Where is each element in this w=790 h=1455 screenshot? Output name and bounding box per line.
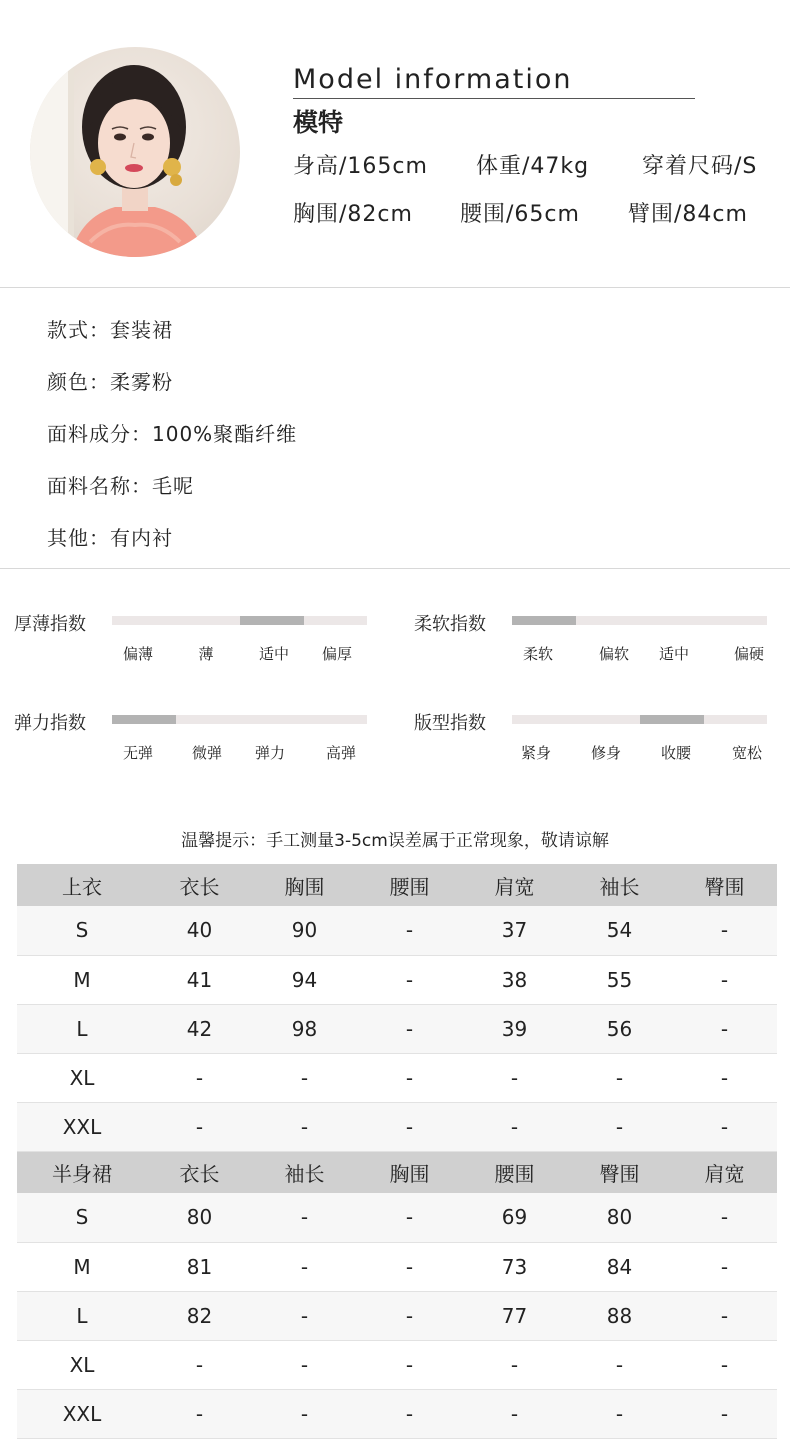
- table-cell: -: [252, 1242, 357, 1291]
- table-cell: -: [567, 1340, 672, 1389]
- header-cell: 腰围: [462, 1151, 567, 1193]
- softness-option: 柔软: [522, 645, 554, 663]
- table-cell: -: [357, 1004, 462, 1053]
- table-cell: -: [357, 1340, 462, 1389]
- table-cell: 80: [147, 1193, 252, 1242]
- table-cell: -: [357, 1102, 462, 1151]
- table-cell: -: [672, 1004, 777, 1053]
- header-cell: 臀围: [567, 1151, 672, 1193]
- model-waist: 腰围/65cm: [460, 202, 580, 227]
- table-cell: L: [17, 1291, 147, 1340]
- table-cell: 56: [567, 1004, 672, 1053]
- table-cell: -: [672, 1291, 777, 1340]
- table-cell: 94: [252, 955, 357, 1004]
- table-row: [17, 1053, 777, 1102]
- table-cell: -: [147, 1102, 252, 1151]
- header-cell: 胸围: [357, 1151, 462, 1193]
- model-avatar: [30, 47, 240, 257]
- fit-option: 宽松: [731, 744, 763, 762]
- table-cell: L: [17, 1004, 147, 1053]
- table-cell: 37: [462, 906, 567, 955]
- header-cell: 肩宽: [462, 864, 567, 906]
- table-header-row: [17, 864, 777, 906]
- table-cell: -: [147, 1053, 252, 1102]
- product-other: 其他：有内衬: [47, 526, 173, 550]
- elasticity-index-label: 弹力指数: [14, 713, 86, 734]
- table-cell: -: [567, 1102, 672, 1151]
- header-cell: 腰围: [357, 864, 462, 906]
- table-cell: -: [357, 1193, 462, 1242]
- table-cell: -: [672, 1340, 777, 1389]
- table-cell: -: [252, 1291, 357, 1340]
- table-cell: -: [357, 955, 462, 1004]
- fit-option: 修身: [590, 744, 622, 762]
- table-row: [17, 1242, 777, 1291]
- table-cell: -: [357, 906, 462, 955]
- table-cell: S: [17, 906, 147, 955]
- table-header-row: [17, 1151, 777, 1193]
- table-cell: -: [672, 1389, 777, 1438]
- table-cell: -: [672, 1242, 777, 1291]
- thickness-option: 薄: [198, 645, 214, 663]
- table-row: [17, 1102, 777, 1151]
- fit-index-label: 版型指数: [414, 713, 486, 734]
- header-cell: 半身裙: [17, 1151, 147, 1193]
- table-cell: XXL: [17, 1389, 147, 1438]
- model-bust: 胸围/82cm: [293, 202, 413, 227]
- table-cell: S: [17, 1193, 147, 1242]
- table-cell: -: [357, 1291, 462, 1340]
- table-cell: -: [252, 1389, 357, 1438]
- table-cell: -: [252, 1053, 357, 1102]
- section-divider: [0, 287, 790, 288]
- softness-index-bar: [512, 616, 767, 625]
- table-cell: -: [357, 1242, 462, 1291]
- product-color: 颜色：柔雾粉: [47, 370, 173, 394]
- table-cell: 55: [567, 955, 672, 1004]
- header-cell: 衣长: [147, 864, 252, 906]
- fit-index-bar: [512, 715, 767, 724]
- header-cell: 胸围: [252, 864, 357, 906]
- model-size: 穿着尺码/S: [642, 154, 758, 179]
- table-cell: -: [672, 906, 777, 955]
- table-cell: 88: [567, 1291, 672, 1340]
- header-cell: 袖长: [567, 864, 672, 906]
- model-hip: 臂围/84cm: [628, 202, 748, 227]
- elasticity-option: 无弹: [122, 744, 154, 762]
- model-info-subtitle: 模特: [293, 108, 344, 137]
- product-style: 款式：套装裙: [47, 318, 173, 342]
- model-section: [0, 0, 790, 287]
- table-cell: M: [17, 955, 147, 1004]
- header-cell: 臀围: [672, 864, 777, 906]
- section-divider: [0, 568, 790, 569]
- table-cell: 81: [147, 1242, 252, 1291]
- softness-index-label: 柔软指数: [414, 614, 486, 635]
- table-cell: XL: [17, 1340, 147, 1389]
- table-cell: -: [357, 1053, 462, 1102]
- table-cell: -: [672, 1193, 777, 1242]
- size-table: [17, 864, 777, 1439]
- header-cell: 衣长: [147, 1151, 252, 1193]
- table-cell: 90: [252, 906, 357, 955]
- thickness-option: 偏薄: [122, 645, 154, 663]
- softness-index-marker: [512, 616, 576, 625]
- table-cell: -: [252, 1340, 357, 1389]
- table-cell: -: [252, 1193, 357, 1242]
- model-weight: 体重/47kg: [476, 154, 590, 179]
- thickness-option: 偏厚: [321, 645, 353, 663]
- table-cell: M: [17, 1242, 147, 1291]
- table-cell: 39: [462, 1004, 567, 1053]
- elasticity-option: 微弹: [191, 744, 223, 762]
- model-height: 身高/165cm: [293, 154, 428, 179]
- table-cell: -: [462, 1102, 567, 1151]
- header-cell: 肩宽: [672, 1151, 777, 1193]
- elasticity-option: 弹力: [254, 744, 286, 762]
- softness-option: 适中: [658, 645, 690, 663]
- fit-index-marker: [640, 715, 704, 724]
- table-cell: -: [567, 1053, 672, 1102]
- header-cell: 上衣: [17, 864, 147, 906]
- table-cell: -: [252, 1102, 357, 1151]
- table-row: [17, 1340, 777, 1389]
- thickness-index-bar: [112, 616, 367, 625]
- table-cell: 69: [462, 1193, 567, 1242]
- table-cell: -: [672, 1053, 777, 1102]
- table-cell: -: [462, 1053, 567, 1102]
- thickness-index-marker: [240, 616, 304, 625]
- header-cell: 袖长: [252, 1151, 357, 1193]
- product-fabric-name: 面料名称：毛呢: [47, 474, 194, 498]
- table-row: [17, 955, 777, 1004]
- table-cell: -: [147, 1389, 252, 1438]
- table-cell: -: [672, 1102, 777, 1151]
- table-cell: -: [462, 1389, 567, 1438]
- softness-option: 偏软: [598, 645, 630, 663]
- table-cell: 41: [147, 955, 252, 1004]
- table-row: [17, 1004, 777, 1053]
- table-cell: 38: [462, 955, 567, 1004]
- model-portrait-image: [30, 47, 240, 257]
- measurement-tip: 温馨提示：手工测量3-5cm误差属于正常现象，敬请谅解: [181, 831, 609, 851]
- table-cell: XXL: [17, 1102, 147, 1151]
- table-row: [17, 906, 777, 955]
- elasticity-index-bar: [112, 715, 367, 724]
- table-cell: -: [147, 1340, 252, 1389]
- table-row: [17, 1291, 777, 1340]
- table-cell: -: [672, 955, 777, 1004]
- table-row: [17, 1193, 777, 1242]
- table-cell: 73: [462, 1242, 567, 1291]
- elasticity-index-marker: [112, 715, 176, 724]
- table-row: [17, 1389, 777, 1438]
- elasticity-option: 高弹: [325, 744, 357, 762]
- table-cell: 84: [567, 1242, 672, 1291]
- fit-option: 紧身: [520, 744, 552, 762]
- thickness-option: 适中: [258, 645, 290, 663]
- table-cell: 54: [567, 906, 672, 955]
- table-cell: 82: [147, 1291, 252, 1340]
- table-cell: -: [462, 1340, 567, 1389]
- fit-option: 收腰: [660, 744, 692, 762]
- softness-option: 偏硬: [733, 645, 765, 663]
- table-cell: 98: [252, 1004, 357, 1053]
- product-fabric-composition: 面料成分：100%聚酯纤维: [47, 422, 298, 446]
- table-cell: 80: [567, 1193, 672, 1242]
- table-cell: XL: [17, 1053, 147, 1102]
- table-cell: -: [357, 1389, 462, 1438]
- title-underline: [293, 98, 695, 99]
- table-cell: 77: [462, 1291, 567, 1340]
- table-cell: 40: [147, 906, 252, 955]
- table-cell: 42: [147, 1004, 252, 1053]
- model-info-title: Model information: [293, 64, 573, 95]
- thickness-index-label: 厚薄指数: [14, 614, 86, 635]
- table-cell: -: [567, 1389, 672, 1438]
